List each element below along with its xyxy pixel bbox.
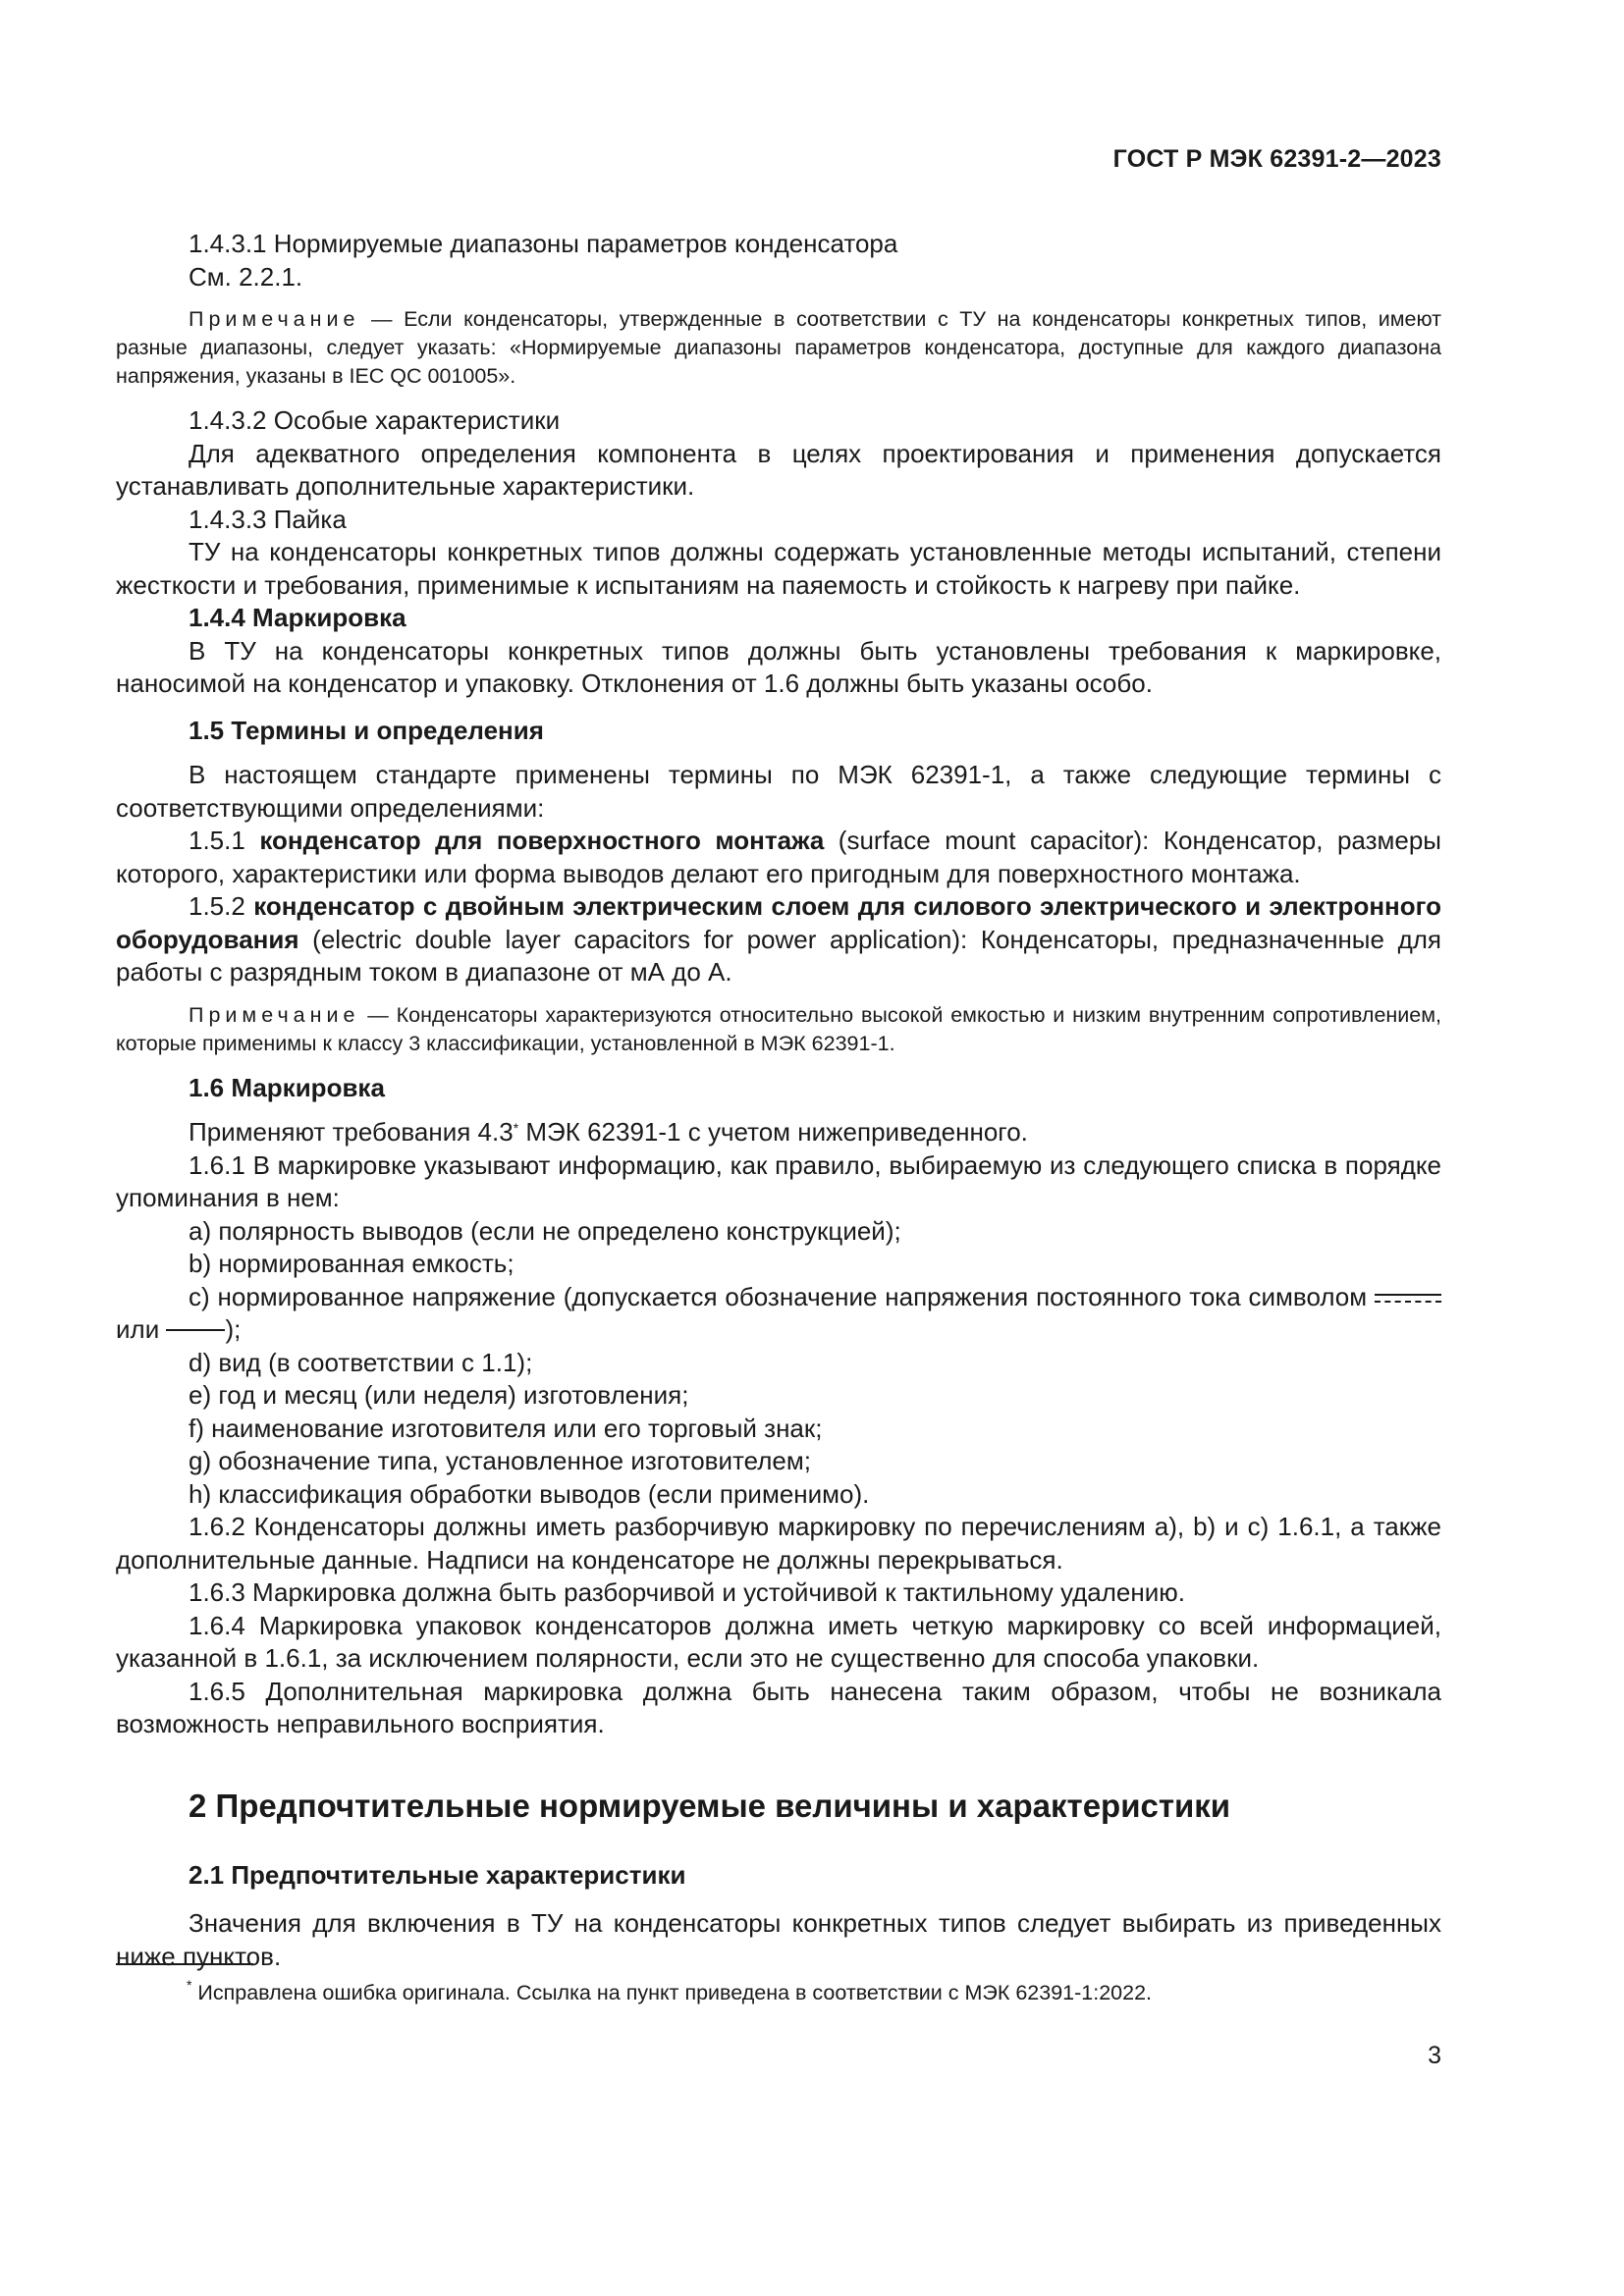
term-name: конденсатор для поверхностного монтажа	[259, 826, 825, 855]
clause-1-4-3-3-title: 1.4.3.3 Пайка	[189, 504, 347, 534]
intro-text-cont: МЭК 62391-1 с учетом нижеприведенного.	[518, 1117, 1028, 1147]
term-1-5-2	[116, 890, 1441, 989]
clause-1-4-3-3-text: ТУ на конденсаторы конкретных типов должны содержать установленные методы испытаний, степени жесткости и требования, применимые к испытаниям на паяемость и стойкость к нагреву при пайке.	[116, 537, 1441, 600]
dc-voltage-dashed-symbol-icon	[1375, 1293, 1441, 1305]
list-item-d: d) вид (в соответствии с 1.1);	[189, 1347, 533, 1377]
footnote-mark: *	[187, 1977, 192, 1993]
clause-1-6-5: 1.6.5 Дополнительная маркировка должна быть нанесена таким образом, чтобы не возникала возможность неправильного восприятия.	[116, 1676, 1441, 1738]
standard-header: ГОСТ Р МЭК 62391-2—2023	[1112, 145, 1441, 173]
clause-1-6-2: 1.6.2 Конденсаторы должны иметь разборчивую маркировку по перечислениям a), b) и c) 1.6.1, а также дополнительные данные. Надписи на конденсаторе не должны перекрываться.	[116, 1512, 1441, 1575]
term-definition: (surface mount capacitor): Конденсатор, размеры которого, характеристики или форма выводов делают его пригодным для поверхностного монтажа.	[116, 826, 1441, 888]
page-content	[116, 228, 1441, 1973]
clause-1-4-3-2-text: Для адекватного определения компонента в целях проектирования и применения допускается устанавливать дополнительные характеристики.	[116, 438, 1441, 501]
list-item-h: h) классификация обработки выводов (если применимо).	[189, 1478, 870, 1509]
intro-text: Применяют требования 4.3	[189, 1117, 514, 1147]
section-1-6-title: 1.6 Маркировка	[189, 1072, 385, 1102]
section-2-1-text: Значения для включения в ТУ на конденсаторы конкретных типов следует выбирать из приведенных ниже пунктов.	[116, 1908, 1441, 1971]
clause-1-4-3-1-ref: См. 2.2.1.	[189, 261, 303, 292]
section-1-5-title: 1.5 Термины и определения	[189, 715, 544, 745]
clause-1-4-3-1-title: 1.4.3.1 Нормируемые диапазоны параметров конденсатора	[189, 229, 898, 258]
list-item-g: g) обозначение типа, установленное изготовителем;	[189, 1446, 811, 1475]
footnote	[187, 1977, 1152, 2005]
clause-1-4-3-2-title: 1.4.3.2 Особые характеристики	[189, 405, 561, 435]
list-item-c	[116, 1281, 1441, 1347]
list-item-b: b) нормированная емкость;	[189, 1249, 514, 1278]
list-item-c-end: );	[225, 1314, 242, 1344]
term-name: конденсатор с двойным электрическим слоем для силового электрического и электронного оборудования	[116, 891, 1441, 954]
list-item-c-or: или	[116, 1314, 167, 1344]
page-number: 3	[1428, 2042, 1441, 2069]
list-item-e: e) год и месяц (или неделя) изготовления;	[189, 1380, 689, 1410]
section-2-1-title: 2.1 Предпочтительные характеристики	[189, 1859, 686, 1890]
footnote-text: Исправлена ошибка оригинала. Ссылка на пункт приведена в соответствии с МЭК 62391-1:2022.	[191, 1981, 1152, 2004]
term-definition: (electric double layer capacitors for power application): Конденсаторы, предназначенные для работы с разрядным током в диапазоне от мА до А.	[116, 924, 1441, 987]
note-2	[116, 1001, 1441, 1058]
term-1-5-1	[116, 825, 1441, 890]
note-label: Примечание	[189, 1002, 360, 1027]
section-1-6-intro	[116, 1116, 1441, 1149]
clause-1-6-1: 1.6.1 В маркировке указывают информацию, как правило, выбираемую из следующего списка в порядке упоминания в нем:	[116, 1149, 1441, 1212]
list-item-f: f) наименование изготовителя или его торговый знак;	[189, 1413, 823, 1443]
section-2-title: 2 Предпочтительные нормируемые величины и характеристики	[189, 1787, 1231, 1824]
clause-1-6-4: 1.6.4 Маркировка упаковок конденсаторов должна иметь четкую маркировку со всей информацией, указанной в 1.6.1, за исключением полярности, если это не существенно для способа упаковки.	[116, 1610, 1441, 1673]
term-number: 1.5.2	[189, 891, 254, 921]
dc-voltage-line-symbol-icon	[166, 1325, 225, 1337]
note-text: — Если конденсаторы, утвержденные в соответствии с ТУ на конденсаторы конкретных типов, имеют разные диапазоны, следует указать: «Нормируемые диапазоны параметров конденсатора, доступные для каждого диапазона напряжения, указаны в IEC QC 001005».	[116, 307, 1441, 388]
clause-1-6-3: 1.6.3 Маркировка должна быть разборчивой и устойчивой к тактильному удалению.	[189, 1577, 1185, 1607]
list-item-c-text: c) нормированное напряжение (допускается обозначение напряжения постоянного тока символом	[189, 1281, 1375, 1311]
note-1	[116, 305, 1441, 391]
list-item-a: a) полярность выводов (если не определено конструкцией);	[189, 1215, 901, 1246]
footnote-ref: *	[513, 1120, 519, 1136]
note-text: — Конденсаторы характеризуются относительно высокой емкостью и низким внутренним сопротивлением, которые применимы к классу 3 классификации, установленной в МЭК 62391-1.	[116, 1002, 1441, 1055]
section-1-5-intro: В настоящем стандарте применены термины по МЭК 62391-1, а также следующие термины с соответствующими определениями:	[116, 760, 1441, 823]
note-label: Примечание	[189, 307, 360, 331]
footnote-divider	[116, 1963, 253, 1965]
clause-1-4-4-title: 1.4.4 Маркировка	[189, 603, 406, 632]
clause-1-4-4-text: В ТУ на конденсаторы конкретных типов должны быть установлены требования к маркировке, наносимой на конденсатор и упаковку. Отклонения от 1.6 должны быть указаны особо.	[116, 635, 1441, 698]
term-number: 1.5.1	[189, 826, 260, 855]
